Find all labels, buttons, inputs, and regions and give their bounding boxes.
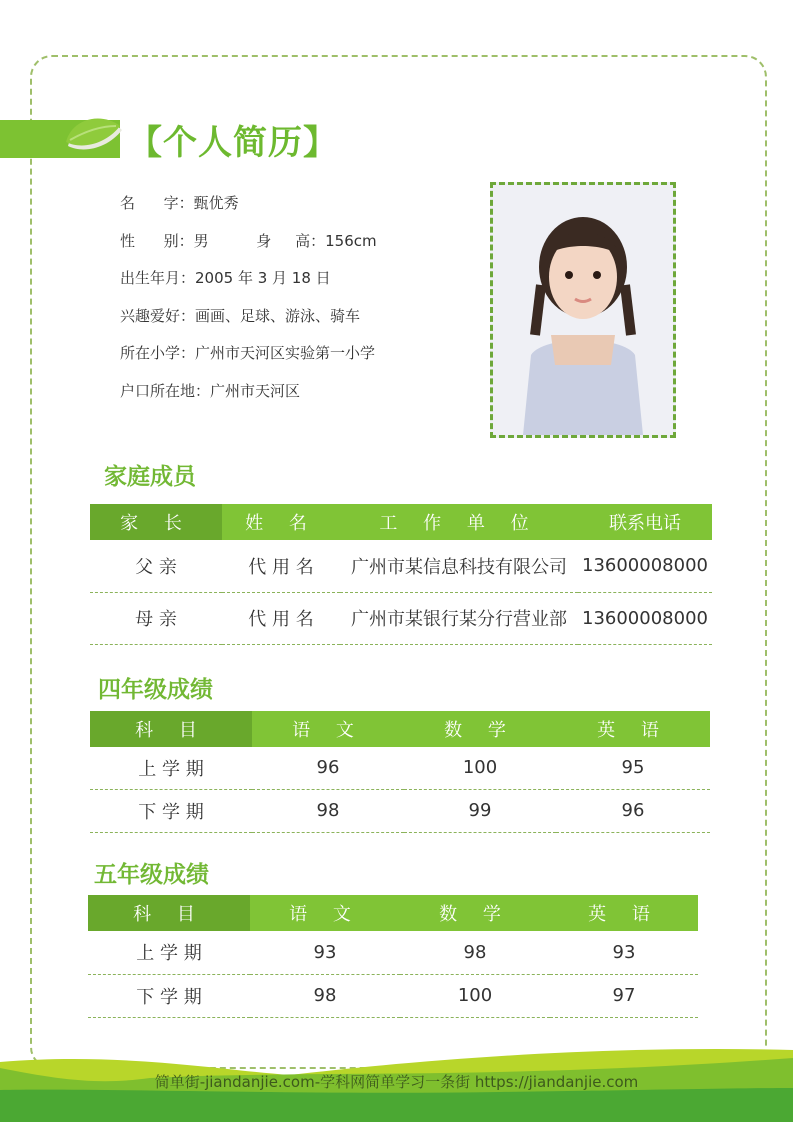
col-header: 工 作 单 位 bbox=[340, 504, 578, 540]
col-header: 家 长 bbox=[90, 504, 222, 540]
table-header: 科 目 语 文 数 学 英 语 bbox=[90, 711, 710, 747]
col-header: 姓 名 bbox=[222, 504, 340, 540]
grade5-section-title: 五年级成绩 bbox=[94, 862, 209, 888]
footer-watermark: 简单街-jiandanjie.com-学科网简单学习一条街 https://jiandanjie.com bbox=[154, 1073, 639, 1091]
col-header: 联系电话 bbox=[578, 504, 712, 540]
family-table bbox=[90, 504, 712, 645]
table-row: 下 学 期 98 99 96 bbox=[90, 789, 710, 832]
table-header: 科 目 语 文 数 学 英 语 bbox=[88, 895, 698, 931]
child-portrait-icon bbox=[493, 185, 673, 435]
grade4-table bbox=[90, 711, 710, 833]
portrait-photo bbox=[490, 182, 676, 438]
info-name: 名 字：甄优秀 bbox=[120, 194, 239, 212]
table-row: 上 学 期 93 98 93 bbox=[88, 931, 698, 974]
info-birthdate: 出生年月：2005 年 3 月 18 日 bbox=[120, 269, 331, 287]
page-title: 【个人简历】 bbox=[128, 123, 338, 163]
personal-info bbox=[120, 192, 377, 417]
table-row: 上 学 期 96 100 95 bbox=[90, 747, 710, 789]
info-hobbies: 兴趣爱好：画画、足球、游泳、骑车 bbox=[120, 306, 361, 325]
table-row: 母 亲 代 用 名 广州市某银行某分行营业部 13600008000 bbox=[90, 592, 712, 644]
info-gender-height: 性 别：男 身 高：156cm bbox=[120, 231, 377, 250]
grade4-section-title: 四年级成绩 bbox=[98, 677, 213, 703]
table-row: 下 学 期 98 100 97 bbox=[88, 974, 698, 1017]
table-header bbox=[90, 504, 712, 540]
leaf-icon bbox=[64, 112, 126, 158]
info-hukou: 户口所在地：广州市天河区 bbox=[120, 381, 301, 400]
table-row: 父 亲 代 用 名 广州市某信息科技有限公司 13600008000 bbox=[90, 540, 712, 592]
family-section-title: 家庭成员 bbox=[104, 464, 196, 490]
grade5-table bbox=[88, 895, 698, 1018]
info-school: 所在小学：广州市天河区实验第一小学 bbox=[120, 344, 376, 362]
